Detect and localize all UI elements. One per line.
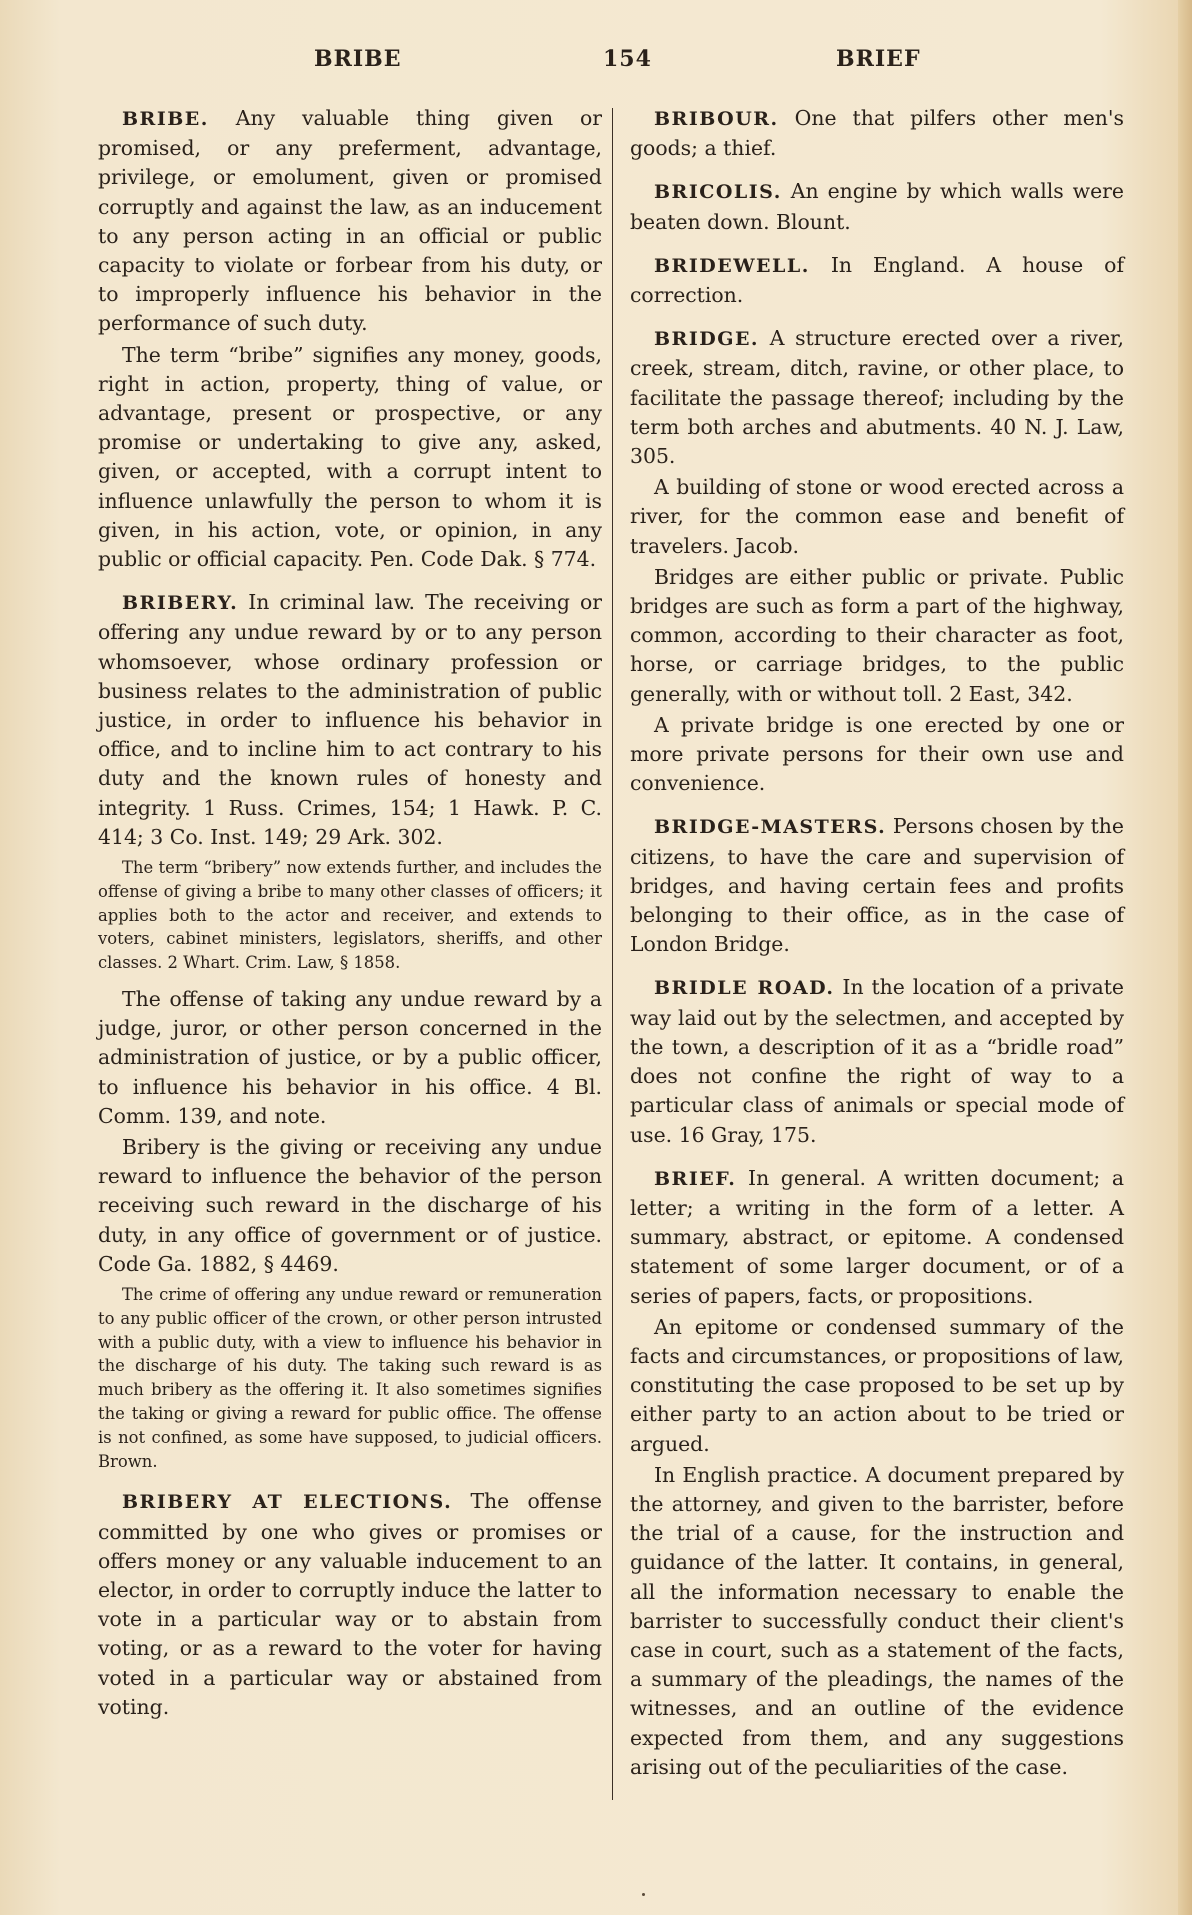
entry-bribery [98,588,602,1473]
left-column [98,104,602,1736]
paragraph: The offense of taking any undue reward by a judge, juror, or other person concerned in the administration of justice, or by a public officer, to influence his behavior in his office. 4 Bl. Comm. 139, and note. [98,987,602,1128]
entry-bricolis [630,177,1124,236]
page-edge [1178,0,1192,1915]
running-header [0,46,1192,76]
headword: BRIDGE-MASTERS. [654,816,887,839]
headword: BRIDGE. [654,328,760,351]
paragraph: Bribery is the giving or receiving any undue reward to influence the behavior of the person receiving such reward in the discharge of his duty, in any office of government or of justice. Code Ga. 1882, § 4469. [98,1135,602,1276]
right-column [630,104,1124,1796]
definition: An engine by which walls were beaten down. Blount. [630,179,1124,234]
entry-body [630,251,1124,310]
headword: BRIBERY. [122,592,239,615]
entry-brief [630,1164,1124,1782]
entry-bribour [630,104,1124,163]
definition: In the location of a private way laid out by the selectmen, and accepted by the town, a description of it as a “bridle road” does not confine the right of way to a particular class of animals or special mode of use. 16 Gray, 175. [630,975,1124,1147]
paragraph: A private bridge is one erected by one or more private persons for their own use and convenience. [630,712,1124,796]
headword: BRIDLE ROAD. [654,977,835,1000]
entry-body [630,177,1124,236]
entry-body [98,104,602,339]
page-number: 154 [603,46,652,72]
paragraph: A building of stone or wood erected across a river, for the common ease and benefit of travelers. Jacob. [630,475,1124,558]
note: The term “bribery” now extends further, and includes the offense of giving a bribe to many other classes of officers; it applies both to the actor and receiver, and extends to voters, cabinet ministers, legislators, sheriffs, and other classes. 2 Whart. Crim. Law, § 1858. [98,858,602,973]
entry-bridewell [630,251,1124,310]
headword: BRIBE. [122,108,209,130]
note: The crime of offering any undue reward or remuneration to any public officer of the crown, or other person intrusted with a public duty, with a view to influence his behavior in the discharge of his duty. The taking such reward is as much bribery as the offering it. It also sometimes signifies the taking or giving a reward for public office. The offense is not confined, as some have supposed, to judicial officers. Brown. [98,1285,602,1471]
entry-body [630,1164,1124,1311]
ink-speck [642,1893,645,1896]
entry-bridge-masters [630,812,1124,959]
headword: BRICOLIS. [654,181,782,204]
entry-bribery-at-elections [98,1487,602,1722]
entry-body [630,104,1124,163]
headword: BRIDEWELL. [654,254,810,277]
definition: The offense committed by one who gives or promises or offers money or any valuable inducement to an elector, in order to corruptly induce the latter to vote in a particular way or to abstain from voting, or as a reward to the voter for having voted in a particular way or abstained from voting. [98,1489,602,1719]
paragraph: The term “bribe” signifies any money, goods, right in action, property, thing of value, or advantage, present or prospective, or any promise or undertaking to give any, asked, given, or accepted, with a corrupt intent to influence unlawfully the person to whom it is given, in his action, vote, or opinion, in any public or official capacity. Pen. Code Dak. § 774. [98,342,602,572]
paragraph: Bridges are either public or private. Public bridges are such as form a part of the highway, common, according to their character as foot, horse, or carriage bridges, to the public generally, with or without toll. 2 East, 342. [630,564,1124,706]
entry-body [630,812,1124,959]
entry-body [98,1487,602,1722]
entry-bridle-road [630,973,1124,1149]
entry-body [630,324,1124,471]
headword: BRIBERY AT ELECTIONS. [122,1491,453,1514]
definition: In England. A house of correction. [630,252,1124,308]
header-right-guide-word: BRIEF [836,46,921,72]
definition: In criminal law. The receiving or offering any undue reward by or to any person whomsoever, whose ordinary profession or business relates to the administration of public justice, in order to influence his behavior in office, and to incline him to act contrary to his duty and the known rules of honesty and integrity. 1 Russ. Crimes, 154; 1 Hawk. P. C. 414; 3 Co. Inst. 149; 29 Ark. 302. [98,590,602,849]
paragraph: An epitome or condensed summary of the facts and circumstances, or propositions of law, constituting the case proposed to be set up by either party to an action about to be tried or argued. [630,1314,1124,1456]
entry-bridge [630,324,1124,798]
definition: One that pilfers other men's goods; a thief. [630,106,1125,161]
headword: BRIEF. [654,1167,737,1190]
header-left-guide-word: BRIBE [314,46,402,72]
definition: Persons chosen by the citizens, to have the care and supervision of bridges, and having certain fees and profits belonging to their office, as in the case of London Bridge. [630,814,1125,957]
definition: Any valuable thing given or promised, or any preferment, advantage, privilege, or emolument, given or promised corruptly and against the law, as an inducement to any person acting in an official or public capacity to violate or forbear from his duty, or to improperly influence his behavior in the performance of such duty. [98,106,602,336]
paragraph: In English practice. A document prepared by the attorney, and given to the barrister, before the trial of a cause, for the instruction and guidance of the latter. It contains, in general, all the information necessary to enable the barrister to successfully conduct their client's case in court, such as a statement of the facts, a summary of the pleadings, the names of the witnesses, and an outline of the evidence expected from them, and any suggestions arising out of the peculiarities of the case. [630,1462,1124,1779]
entry-body [98,588,602,852]
headword: BRIBOUR. [654,108,779,130]
entry-body [630,973,1124,1149]
entry-bribe [98,104,602,574]
definition: A structure erected over a river, creek, stream, ditch, ravine, or other place, to facilitate the passage thereof; including by the term both arches and abutments. 40 N. J. Law, 305. [630,326,1124,469]
column-divider [612,108,613,1800]
definition: In general. A written document; a letter; a writing in the form of a letter. A summary, abstract, or epitome. A condensed statement of some larger document, or of a series of papers, facts, or propositions. [630,1165,1125,1308]
